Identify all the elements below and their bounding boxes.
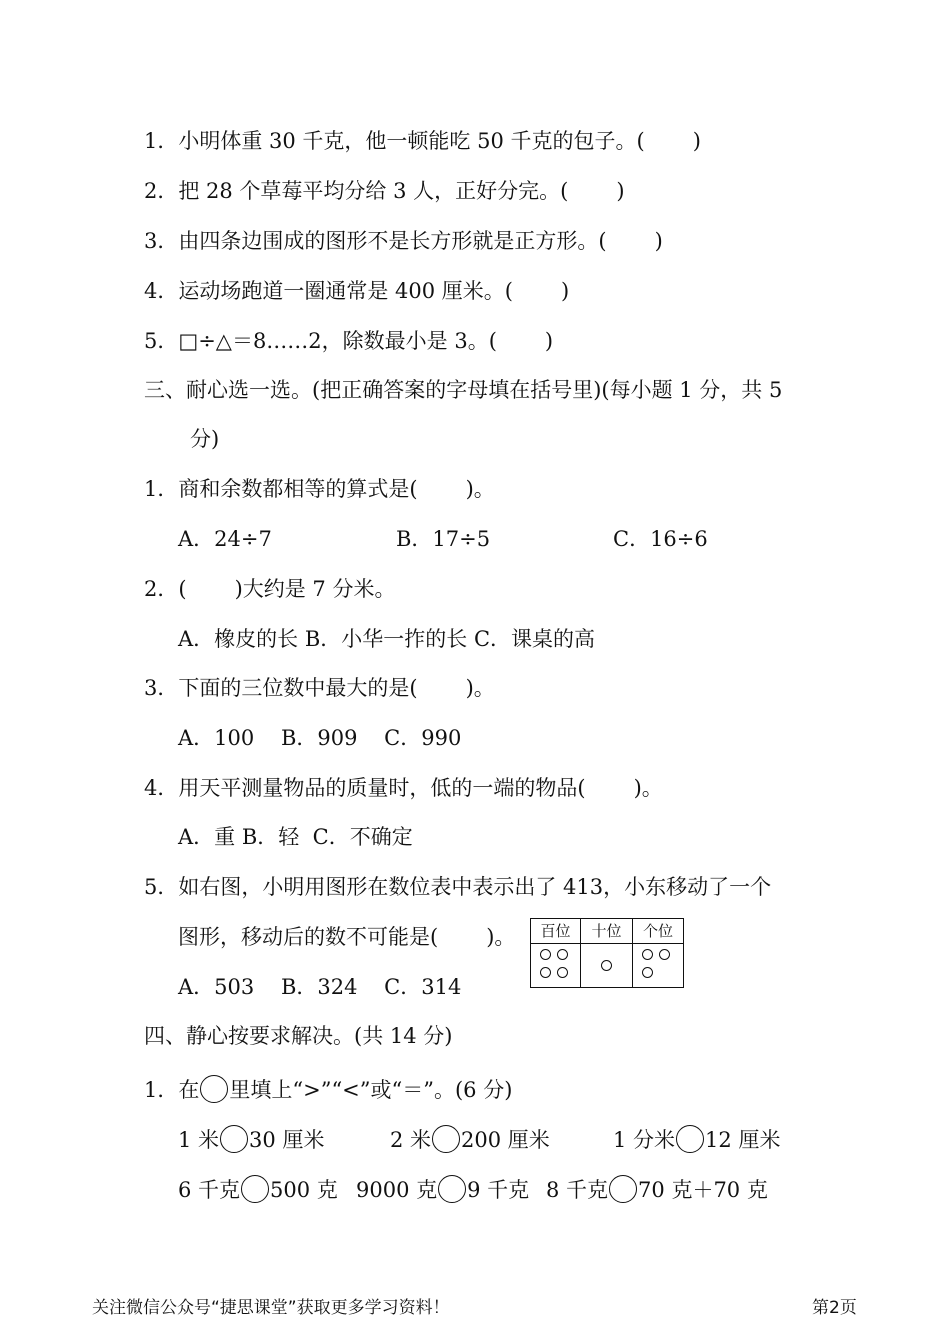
judge-question-3: 3．由四条边围成的图形不是长方形就是正方形。( ) (144, 229, 663, 253)
choice-question-3: 3．下面的三位数中最大的是( )。 (144, 676, 495, 700)
choice-5-options: A．503 B．324 C．314 (178, 975, 462, 999)
place-value-counter-icon (557, 967, 568, 978)
compare-item: 1 米 30 厘米 (178, 1125, 324, 1155)
place-value-header-hundreds: 百位 (540, 922, 571, 940)
judge-question-4: 4．运动场跑道一圈通常是 400 厘米。( ) (144, 279, 570, 303)
answer-circle[interactable] (438, 1175, 466, 1203)
section-3-title: 三、耐心选一选。(把正确答案的字母填在括号里)(每小题 1 分，共 5 (144, 378, 783, 402)
place-value-table (530, 918, 684, 988)
compare-item: 8 千克 70 克＋70 克 (546, 1175, 768, 1205)
place-value-counter-icon (601, 960, 612, 971)
judge-question-2: 2．把 28 个草莓平均分给 3 人，正好分完。( ) (144, 179, 625, 203)
compare-item: 9000 克 9 千克 (356, 1175, 529, 1205)
judge-question-1: 1．小明体重 30 千克，他一顿能吃 50 千克的包子。( ) (144, 129, 701, 153)
compare-circle-icon (200, 1075, 228, 1103)
fill-question-1: 1．在 里填上“>”“<”或“＝”。(6 分) (144, 1075, 512, 1105)
compare-item: 1 分米 12 厘米 (613, 1125, 780, 1155)
answer-circle[interactable] (676, 1125, 704, 1153)
answer-circle[interactable] (241, 1175, 269, 1203)
answer-circle[interactable] (609, 1175, 637, 1203)
place-value-header-tens: 十位 (591, 922, 622, 940)
compare-item: 6 千克 500 克 (178, 1175, 338, 1205)
place-value-counter-icon (540, 967, 551, 978)
place-value-header-ones: 个位 (642, 922, 673, 940)
judge-question-5: 5．□÷△＝8……2，除数最小是 3。( ) (144, 329, 554, 353)
choice-5-stem-cont: 图形，移动后的数不可能是( )。 (178, 925, 516, 949)
choice-1-option-b: B．17÷5 (396, 527, 491, 551)
place-value-counter-icon (540, 949, 551, 960)
answer-circle[interactable] (432, 1125, 460, 1153)
choice-question-5: 5．如右图，小明用图形在数位表中表示出了 413，小东移动了一个 (144, 875, 772, 899)
choice-2-options: A．橡皮的长 B．小华一拃的长 C．课桌的高 (178, 627, 596, 651)
choice-question-2: 2．( )大约是 7 分米。 (144, 577, 396, 601)
place-value-counter-icon (642, 967, 653, 978)
section-3-title-cont: 分) (190, 427, 220, 451)
place-value-counter-icon (557, 949, 568, 960)
answer-circle[interactable] (220, 1125, 248, 1153)
footer-promo: 关注微信公众号“捷思课堂”获取更多学习资料！ (92, 1298, 450, 1318)
choice-1-option-a: A．24÷7 (178, 527, 272, 551)
place-value-counter-icon (659, 949, 670, 960)
choice-1-option-c: C．16÷6 (613, 527, 708, 551)
choice-question-1: 1．商和余数都相等的算式是( )。 (144, 477, 495, 501)
choice-question-4: 4．用天平测量物品的质量时，低的一端的物品( )。 (144, 776, 663, 800)
page-number: 第2页 (812, 1298, 857, 1318)
choice-4-options: A．重 B．轻 C．不确定 (178, 825, 413, 849)
section-4-title: 四、静心按要求解决。(共 14 分) (144, 1024, 453, 1048)
choice-3-options: A．100 B．909 C．990 (178, 726, 462, 750)
compare-item: 2 米 200 厘米 (390, 1125, 550, 1155)
place-value-counter-icon (642, 949, 653, 960)
